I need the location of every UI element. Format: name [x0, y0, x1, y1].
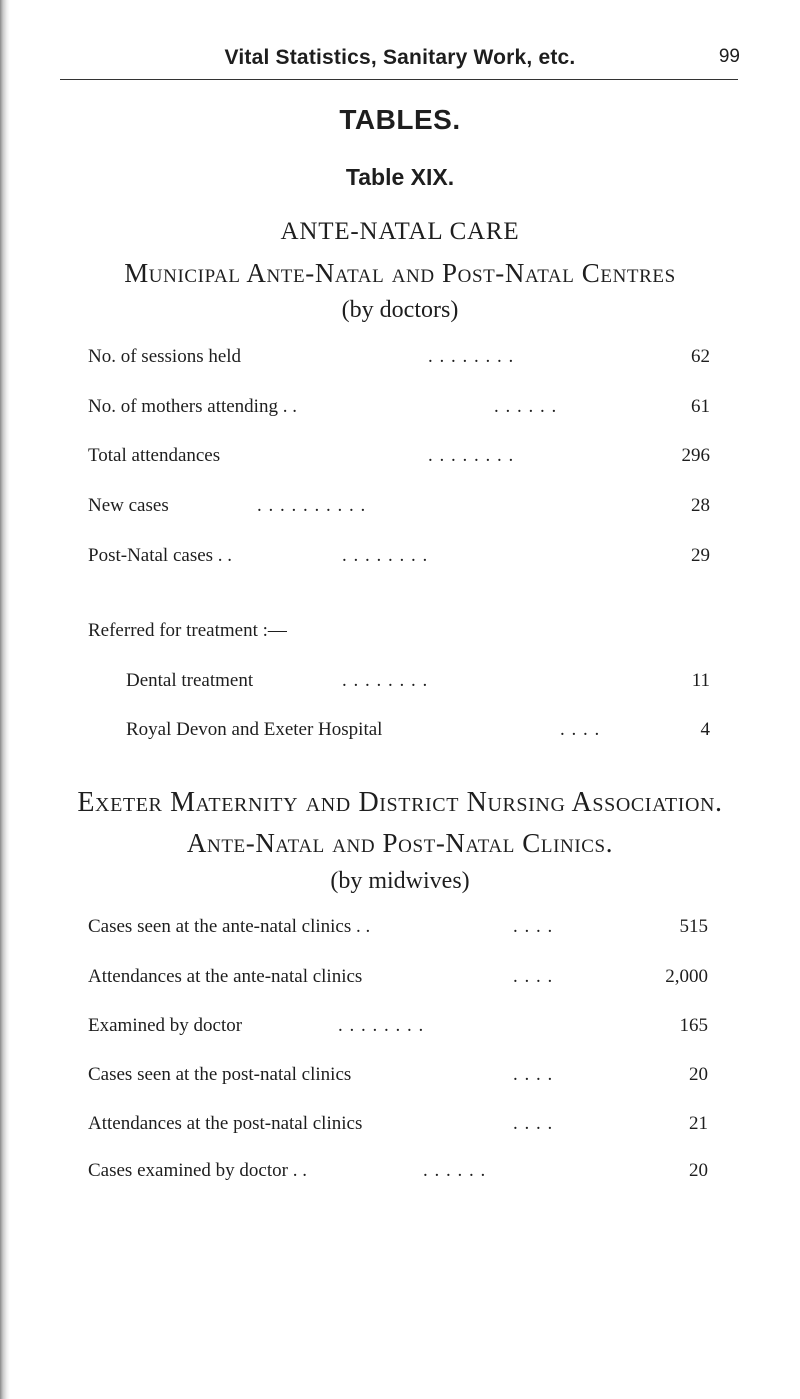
referred-heading	[88, 620, 710, 646]
row-value: 61	[691, 396, 710, 417]
municipal-title: Municipal Ante-Natal and Post-Natal Centres	[124, 258, 676, 288]
table-row	[88, 1064, 708, 1090]
table-row	[88, 445, 710, 471]
section-title: ANTE-NATAL CARE	[280, 218, 520, 245]
dot-leaders: . . . .	[560, 719, 601, 740]
table-row	[126, 670, 710, 696]
row-value: 296	[681, 445, 710, 466]
table-row	[88, 966, 708, 992]
referred-heading-label: Referred for treatment :—	[88, 620, 287, 641]
page-edge-shadow	[0, 0, 10, 1399]
row-value: 20	[689, 1064, 708, 1085]
table-row	[88, 916, 708, 942]
dot-leaders: . . . .	[513, 1113, 554, 1134]
table-row	[88, 1113, 708, 1139]
header-rule	[60, 79, 738, 80]
row-label: Post-Natal cases . .	[88, 545, 233, 566]
row-label: Cases seen at the post-natal clinics	[88, 1064, 352, 1085]
dot-leaders: . . . .	[513, 916, 554, 937]
row-label: Cases seen at the ante-natal clinics . .	[88, 916, 371, 937]
row-value: 165	[679, 1015, 708, 1036]
row-value: 21	[689, 1113, 708, 1134]
row-label: Cases examined by doctor . .	[88, 1160, 307, 1181]
row-label: Attendances at the ante-natal clinics	[88, 966, 363, 987]
table-row	[88, 396, 710, 422]
row-label: Total attendances	[88, 445, 221, 466]
table-row	[88, 495, 710, 521]
dot-leaders: . . . . . . . .	[428, 346, 515, 367]
header-title: Vital Statistics, Sanitary Work, etc.	[224, 46, 576, 69]
row-value: 29	[691, 545, 710, 566]
table-row	[126, 719, 710, 745]
row-label: Attendances at the post-natal clinics	[88, 1113, 363, 1134]
dot-leaders: . . . . . .	[494, 396, 558, 417]
dot-leaders: . . . . . . . . . .	[257, 495, 367, 516]
row-label: No. of mothers attending . .	[88, 396, 297, 417]
row-label: Royal Devon and Exeter Hospital	[126, 719, 383, 740]
dot-leaders: . . . . . .	[423, 1160, 487, 1181]
table-number: Table XIX.	[345, 164, 455, 190]
running-header	[60, 46, 740, 76]
exeter-title: Exeter Maternity and District Nursing Association.	[77, 787, 723, 818]
row-value: 62	[691, 346, 710, 367]
page-number: 99	[718, 46, 740, 67]
row-value: 4	[700, 719, 710, 740]
dot-leaders: . . . . . . . .	[338, 1015, 425, 1036]
row-label: New cases	[88, 495, 169, 516]
dot-leaders: . . . .	[513, 966, 554, 987]
dot-leaders: . . . . . . . .	[342, 545, 429, 566]
dot-leaders: . . . .	[513, 1064, 554, 1085]
row-label: Examined by doctor	[88, 1015, 243, 1036]
tables-heading: TABLES.	[339, 104, 461, 135]
row-label: No. of sessions held	[88, 346, 242, 367]
row-value: 20	[689, 1160, 708, 1181]
exeter-subtitle: Ante-Natal and Post-Natal Clinics.	[186, 828, 614, 858]
municipal-subtitle: (by doctors)	[341, 297, 459, 323]
exeter-note: (by midwives)	[330, 868, 470, 894]
row-value: 515	[679, 916, 708, 937]
row-value: 28	[691, 495, 710, 516]
table-row	[88, 346, 710, 372]
dot-leaders: . . . . . . . .	[428, 445, 515, 466]
row-label: Dental treatment	[126, 670, 254, 691]
table-row	[88, 1015, 708, 1041]
table-row	[88, 1160, 708, 1186]
row-value: 11	[691, 670, 710, 691]
dot-leaders: . . . . . . . .	[342, 670, 429, 691]
row-value: 2,000	[665, 966, 708, 987]
table-row	[88, 545, 710, 571]
